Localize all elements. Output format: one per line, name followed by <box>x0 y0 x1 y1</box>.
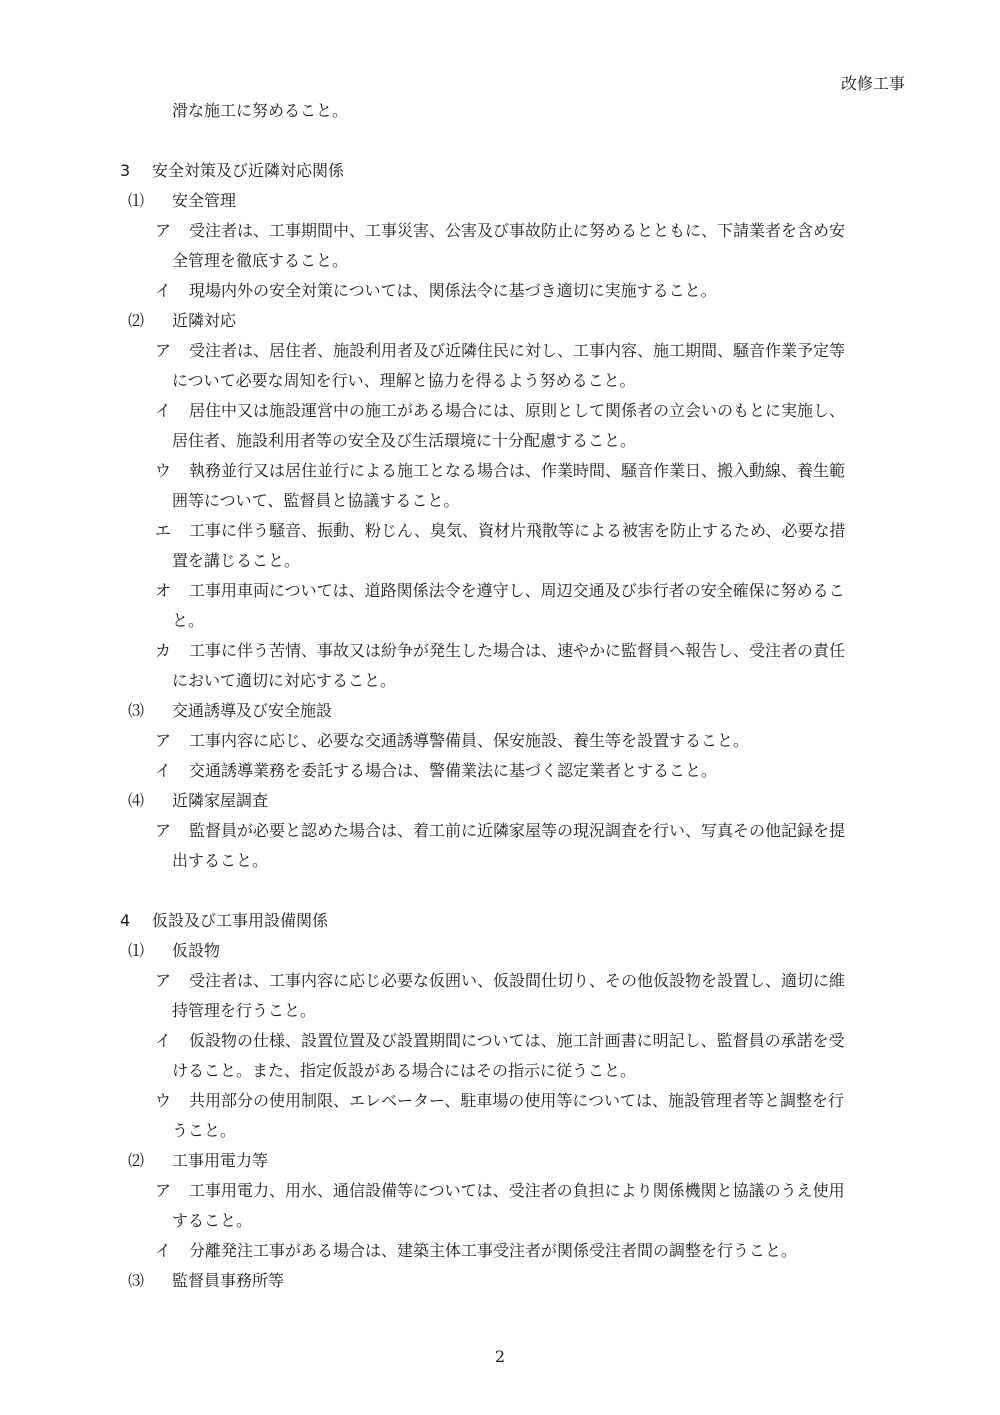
item-text: 仮設物の仕様、設置位置及び設置期間については、施工計画書に明記し、監督員の承諾を受 <box>189 1031 845 1050</box>
item-text: 受注者は、工事内容に応じ必要な仮囲い、仮設間仕切り、その他仮設物を設置し、適切に維 <box>189 971 846 990</box>
spacer <box>120 126 910 156</box>
subsection-title: 監督員事務所等 <box>172 1271 285 1290</box>
item-marker: ア <box>155 971 172 990</box>
section-heading-4 <box>120 906 910 936</box>
page-number: 2 <box>494 1347 506 1366</box>
list-item <box>120 516 910 546</box>
item-text: 交通誘導業務を委託する場合は、警備業法に基づく認定業者とすること。 <box>189 761 718 780</box>
continuation-line: 居住者、施設利用者等の安全及び生活環境に十分配慮すること。 <box>172 431 637 450</box>
section-title: 安全対策及び近隣対応関係 <box>152 161 345 180</box>
item-marker: イ <box>155 1241 172 1260</box>
item-marker: ア <box>155 221 172 240</box>
item-marker: イ <box>155 1031 172 1050</box>
subsection-number: ⑴ <box>128 941 145 960</box>
document-body <box>120 96 910 1296</box>
list-item <box>120 276 910 306</box>
continuation-line: 全管理を徹底すること。 <box>172 251 349 270</box>
subsection-number: ⑵ <box>128 311 145 330</box>
list-item <box>120 966 910 996</box>
subsection-number: ⑴ <box>128 191 145 210</box>
item-marker: イ <box>155 761 172 780</box>
item-text: 受注者は、工事期間中、工事災害、公害及び事故防止に努めるとともに、下請業者を含め安 <box>189 221 846 240</box>
item-text: 工事内容に応じ、必要な交通誘導警備員、保安施設、養生等を設置すること。 <box>189 731 750 750</box>
item-text: 工事に伴う苦情、事故又は紛争が発生した場合は、速やかに監督員へ報告し、受注者の責任 <box>189 641 846 660</box>
subsection-number: ⑶ <box>128 1271 145 1290</box>
item-marker: カ <box>155 641 172 660</box>
continuation-line: けること。また、指定仮設がある場合にはその指示に従うこと。 <box>172 1061 637 1080</box>
continuation-line: と。 <box>172 611 205 630</box>
list-item <box>120 1236 910 1266</box>
item-text: 居住中又は施設運営中の施工がある場合には、原則として関係者の立会いのもとに実施し、 <box>189 401 846 420</box>
list-item <box>120 1026 910 1056</box>
continuation-line: 置を講じること。 <box>172 551 301 570</box>
list-item <box>120 726 910 756</box>
continuation-line: うこと。 <box>172 1121 237 1140</box>
item-marker: ア <box>155 1181 172 1200</box>
section-number: 4 <box>120 911 131 930</box>
item-marker: オ <box>155 581 172 600</box>
list-item <box>120 336 910 366</box>
item-text: 分離発注工事がある場合は、建築主体工事受注者が関係受注者間の調整を行うこと。 <box>189 1241 798 1260</box>
section-title: 仮設及び工事用設備関係 <box>152 911 329 930</box>
continuation-line: 出すること。 <box>172 851 269 870</box>
item-text: 監督員が必要と認めた場合は、着工前に近隣家屋等の現況調査を行い、写真その他記録を提 <box>189 821 846 840</box>
document-header-label: 改修工事 <box>840 74 905 93</box>
spacer <box>120 876 910 906</box>
continuation-line: 持管理を行うこと。 <box>172 1001 317 1020</box>
item-text: 受注者は、居住者、施設利用者及び近隣住民に対し、工事内容、施工期間、騒音作業予定等 <box>189 341 846 360</box>
section-heading-3 <box>120 156 910 186</box>
continuation-line: 滑な施工に努めること。 <box>172 101 349 120</box>
subsection-title: 仮設物 <box>172 941 221 960</box>
item-text: 執務並行又は居住並行による施工となる場合は、作業時間、騒音作業日、搬入動線、養生範 <box>189 461 846 480</box>
continuation-line: について必要な周知を行い、理解と協力を得るよう努めること。 <box>172 371 636 390</box>
list-item <box>120 1086 910 1116</box>
item-marker: イ <box>155 281 172 300</box>
item-marker: ウ <box>155 461 172 480</box>
item-text: 共用部分の使用制限、エレベーター、駐車場の使用等については、施設管理者等と調整を行 <box>189 1091 845 1110</box>
subsection-title: 工事用電力等 <box>172 1151 269 1170</box>
item-marker: イ <box>155 401 172 420</box>
item-text: 現場内外の安全対策については、関係法令に基づき適切に実施すること。 <box>189 281 717 300</box>
list-item <box>120 816 910 846</box>
list-item <box>120 576 910 606</box>
subsection-title: 近隣対応 <box>172 311 237 330</box>
item-marker: ア <box>155 821 172 840</box>
subsection-heading <box>120 696 910 726</box>
subsection-heading <box>120 1266 910 1296</box>
list-item <box>120 1176 910 1206</box>
subsection-title: 安全管理 <box>172 191 237 210</box>
item-marker: ア <box>155 731 172 750</box>
item-marker: ア <box>155 341 172 360</box>
item-text: 工事用車両については、道路関係法令を遵守し、周辺交通及び歩行者の安全確保に努めるこ <box>189 581 845 600</box>
list-item <box>120 756 910 786</box>
subsection-title: 近隣家屋調査 <box>172 791 269 810</box>
subsection-number: ⑶ <box>128 701 145 720</box>
subsection-heading <box>120 306 910 336</box>
section-number: 3 <box>120 161 131 180</box>
item-text: 工事用電力、用水、通信設備等については、受注者の負担により関係機関と協議のうえ使用 <box>189 1181 845 1200</box>
subsection-heading <box>120 786 910 816</box>
item-marker: エ <box>155 521 172 540</box>
continuation-line: すること。 <box>172 1211 253 1230</box>
item-text: 工事に伴う騒音、振動、粉じん、臭気、資材片飛散等による被害を防止するため、必要な措 <box>189 521 846 540</box>
item-marker: ウ <box>155 1091 172 1110</box>
list-item <box>120 456 910 486</box>
subsection-heading <box>120 1146 910 1176</box>
list-item <box>120 396 910 426</box>
subsection-number: ⑷ <box>128 791 145 810</box>
subsection-number: ⑵ <box>128 1151 145 1170</box>
subsection-heading <box>120 936 910 966</box>
continuation-line: 囲等について、監督員と協議すること。 <box>172 491 460 510</box>
subsection-heading <box>120 186 910 216</box>
list-item <box>120 636 910 666</box>
subsection-title: 交通誘導及び安全施設 <box>172 701 333 720</box>
list-item <box>120 216 910 246</box>
continuation-line: において適切に対応すること。 <box>172 671 397 690</box>
